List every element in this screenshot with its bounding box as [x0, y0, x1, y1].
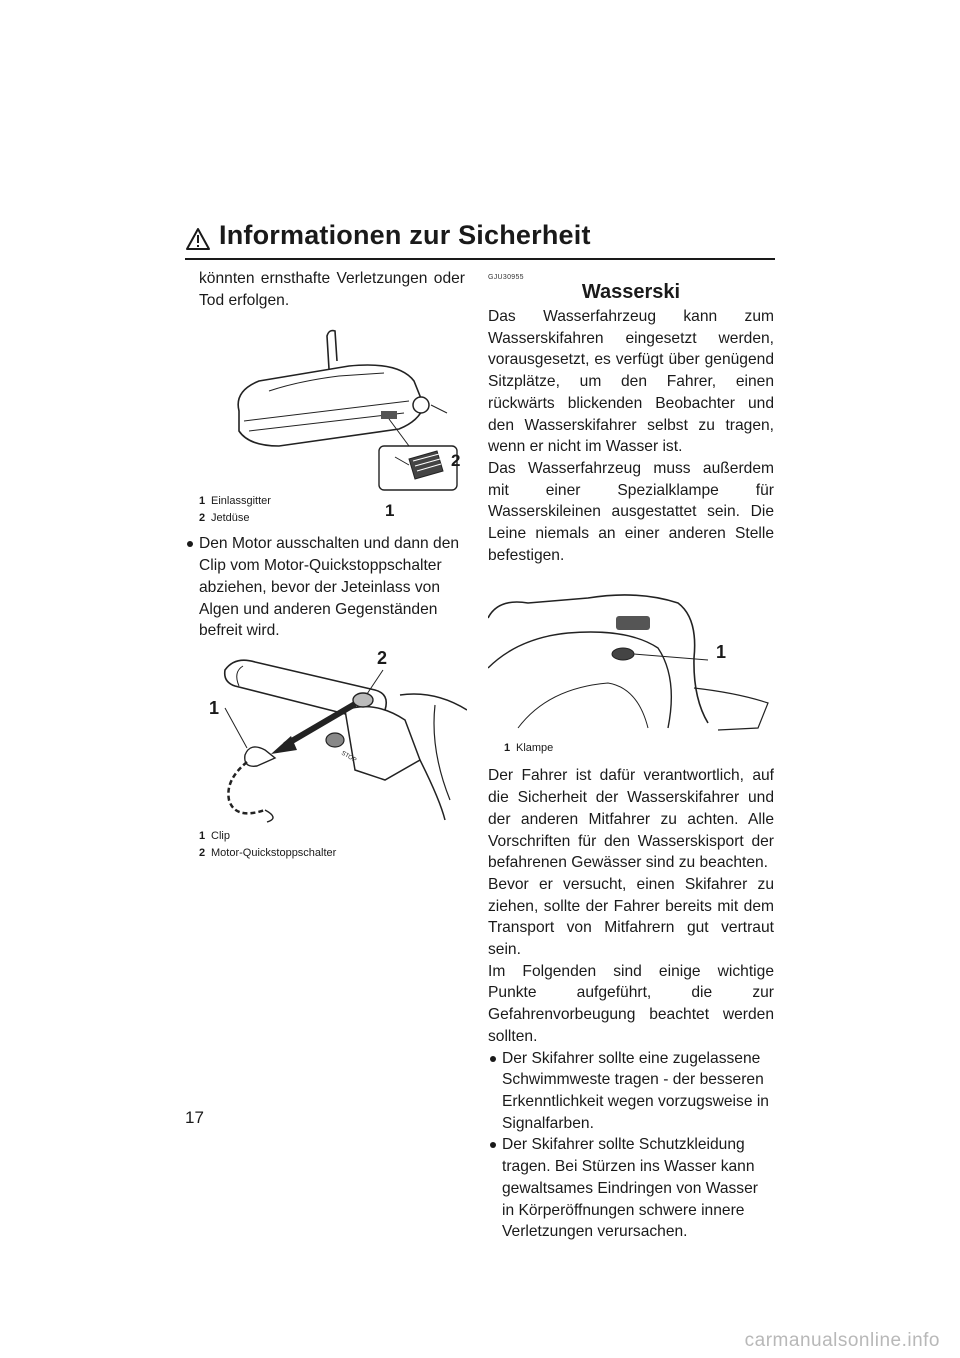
legend-item: 1 Clip: [199, 829, 230, 842]
bullet-item: Der Skifahrer sollte eine zugelassene Schwimmweste tragen - der besseren Erkenntlichkeit wegen vorzugsweise in Signalfarben.: [488, 1048, 774, 1135]
callout-1: 1: [209, 697, 220, 718]
legend-item: 1 Einlassgitter: [199, 495, 271, 508]
figure-quickstop: [185, 647, 465, 826]
paragraph: Das Wasserfahrzeug kann zum Wasserskifahren eingesetzt werden, vorausgesetzt, es verfügt über genügend Sitzplätze, um den Fahrer, einen rückwärts blickenden Beobachter und den Wasserskifahrer selbst zu tragen, wenn er nicht im Wasser ist.: [488, 308, 774, 456]
intro-text: könnten ernsthafte Verletzungen oder Tod erfolgen.: [199, 270, 465, 309]
paragraph: Der Fahrer ist dafür verantwortlich, auf die Sicherheit der Wasserskifahrer und der anderen Mitfahrer zu achten. Alle Vorschriften für den Wasserskisport der befahrenen Gewässer sind zu beachten.: [488, 767, 774, 872]
jet-ski-rear-illustration: [199, 321, 465, 491]
legend-item: 2 Motor-Quickstoppschalter: [199, 846, 337, 859]
left-bullets: [185, 533, 465, 642]
page-header: [185, 220, 775, 260]
figure1-legend: [185, 493, 465, 527]
page-number: 17: [185, 1108, 204, 1127]
figure-klampe: [488, 578, 774, 738]
figure2-legend: [185, 828, 465, 862]
callout-2: 2: [377, 647, 388, 668]
page-title: Informationen zur Sicherheit: [219, 220, 591, 250]
paragraph: Das Wasserfahrzeug muss außerdem mit einer Spezialklampe für Wasserskileinen ausgestattet sein. Die Leine niemals an einer anderen Stelle befestigen.: [488, 459, 774, 564]
legend-item: 1 Klampe: [504, 742, 554, 755]
left-column: [185, 268, 465, 862]
callout-1: 1: [716, 642, 727, 663]
legend-item: 2 Jetdüse: [199, 512, 250, 525]
section-code: GJU30955: [488, 274, 524, 281]
cleat-illustration: [488, 578, 774, 738]
warning-triangle-icon: [185, 227, 211, 251]
bullet-item: Der Skifahrer sollte Schutzkleidung tragen. Bei Stürzen ins Wasser kann gewaltsames Eindringen von Wasser in Körperöffnungen schwere innere Verletzungen verursachen.: [488, 1134, 774, 1243]
right-bullets: [488, 1048, 774, 1243]
figure3-legend: [488, 740, 774, 757]
section-title: Wasserski: [581, 281, 681, 303]
handlebar-clip-illustration: [195, 647, 467, 826]
stop-label: STOP: [340, 750, 358, 764]
callout-2: 2: [451, 451, 461, 471]
callout-1: 1: [385, 501, 395, 521]
right-column: [488, 268, 774, 1243]
watermark: carmanualsonline.info: [744, 1330, 940, 1351]
paragraph: Im Folgenden sind einige wichtige Punkte aufgeführt, die zur Gefahrenvorbeugung beachtet werden sollten.: [488, 962, 774, 1045]
bullet-item: Den Motor ausschalten und dann den Clip vom Motor-Quickstoppschalter abziehen, bevor der Jeteinlass von Algen und anderen Gegenständen befreit wird.: [185, 533, 465, 642]
paragraph: Bevor er versucht, einen Skifahrer zu ziehen, sollte der Fahrer bereits mit dem Transport von Mitfahrern gut vertraut sein.: [488, 875, 774, 959]
